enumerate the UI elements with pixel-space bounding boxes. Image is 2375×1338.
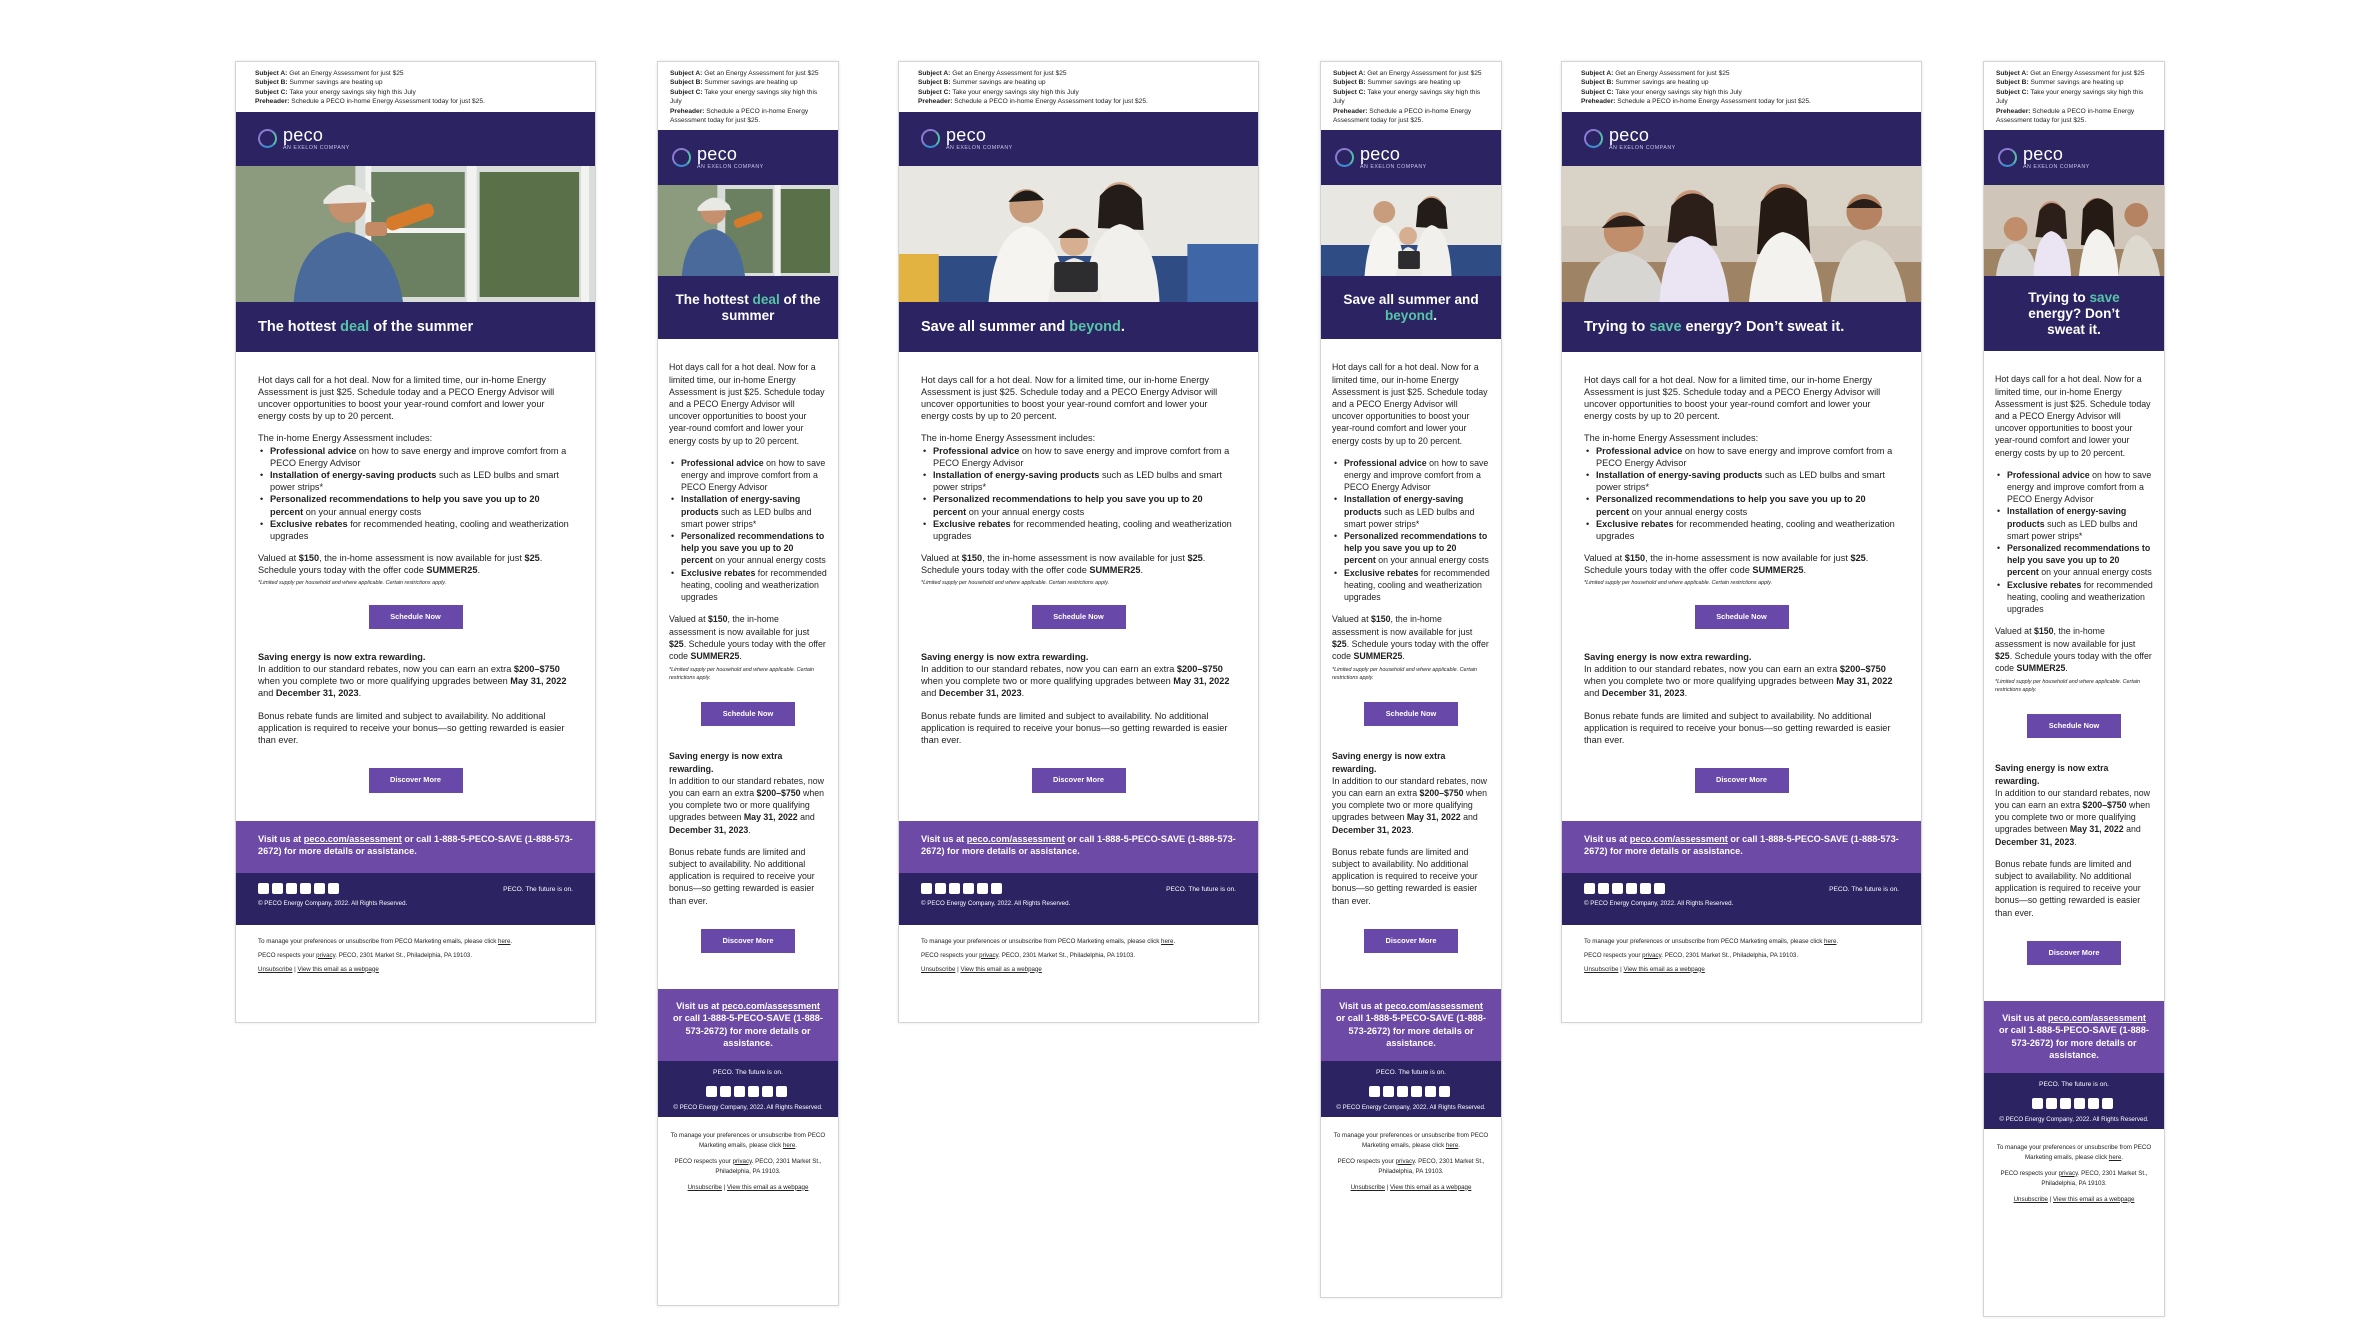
webpage-link[interactable]: View this email as a webpage [960, 965, 1042, 973]
email-body: Hot days call for a hot deal. Now for a limited time, our in-home Energy Assessment is just $25. Schedule today and a PECO Energy Advisor will uncover opportunities to boost your year-round comfort and lower your energy costs by up to 20 percent. • Professional advice on how to save energy and improve comfort from a PECO Energy Advisor • Installation of energy-saving products such as LED bulbs and smart power strips* • Personalized recommendations to help you save you up to 20 percent on your annual energy costs • Exclusive rebates for recommended heating, cooling and weatherization upgrades Valued at $150, the in-home assessment is now available for just $25. Schedule yours today with the offer code SUMMER25. *Limited supply per household and where applicable. Certain restrictions apply. Schedule Now Saving energy is now extra rewarding. In addition to our standard rebates, now you can earn an extra $200–$750 when you complete two or more qualifying upgrades between May 31, 2022 and December 31, 2023. Bonus rebate funds are limited and subject to availability. No additional application is required to receive your bonus—so getting rewarded is easier than ever. Discover More [658, 339, 838, 953]
legal-footer: To manage your preferences or unsubscribe from PECO Marketing emails, please click here. PECO respects your privacy. PECO, 2301 Market St., Philadelphia, PA 19103. Unsubscribe | View this email as a webpage [921, 937, 1176, 973]
webpage-link[interactable]: View this email as a webpage [297, 965, 379, 973]
peco-logo: peco AN EXELON COMPANY [1998, 145, 2090, 170]
list-item: • Installation of energy-saving products such as LED bulbs and smart power strips* [1332, 493, 1490, 530]
assessment-link[interactable]: peco.com/assessment [966, 833, 1065, 844]
social-footer: PECO. The future is on. © PECO Energy Company, 2022. All Rights Reserved. [658, 1061, 838, 1117]
list-item: • Personalized recommendations to help you save you up to 20 percent on your annual energy costs [258, 493, 573, 517]
webpage-link[interactable]: View this email as a webpage [1390, 1183, 1472, 1191]
privacy-link[interactable]: privacy [2058, 1169, 2078, 1177]
logo-bar [899, 112, 1258, 166]
contact-banner: Visit us at peco.com/assessment or call 1-888-5-PECO-SAVE (1-888-573-2672) for more details or assistance. [658, 989, 838, 1061]
assessment-link[interactable]: peco.com/assessment [1629, 833, 1728, 844]
pinterest-icon[interactable] [314, 883, 325, 894]
headline-banner [1562, 302, 1921, 352]
email-body: Hot days call for a hot deal. Now for a limited time, our in-home Energy Assessment is just $25. Schedule today and a PECO Energy Advisor will uncover opportunities to boost your year-round comfort and lower your energy costs by up to 20 percent. The in-home Energy Assessment includes: • Professional advice on how to save energy and improve comfort from a PECO Energy Advisor • Installation of energy-saving products such as LED bulbs and smart power strips* • Personalized recommendations to help you save you up to 20 percent on your annual energy costs • Exclusive rebates for recommended heating, cooling and weatherization upgrades Valued at $150, the in-home assessment is now available for just $25. Schedule yours today with the offer code SUMMER25. *Limited supply per household and where applicable. Certain restrictions apply. Schedule Now Saving energy is now extra rewarding. In addition to our standard rebates, now you can earn an extra $200–$750 when you complete two or more qualifying upgrades between May 31, 2022 and December 31, 2023. Bonus rebate funds are limited and subject to availability. No additional application is required to receive your bonus—so getting rewarded is easier than ever. Discover More [899, 352, 1258, 793]
contact-banner: Visit us at peco.com/assessment or call 1-888-5-PECO-SAVE (1-888-573-2672) for more details or assistance. [1562, 821, 1921, 873]
list-item: • Exclusive rebates for recommended heating, cooling and weatherization upgrades [1584, 518, 1899, 542]
linkedin-icon[interactable] [1397, 1086, 1408, 1097]
manage-preferences-link[interactable]: here [782, 1141, 796, 1149]
logo-bar [236, 112, 595, 166]
pinterest-icon[interactable] [1425, 1086, 1436, 1097]
list-item: • Personalized recommendations to help you save you up to 20 percent on your annual energy costs [1995, 542, 2153, 579]
bonus-paragraph: Bonus rebate funds are limited and subject to availability. No additional application is required to receive your bonus—so getting rewarded is easier than ever. [258, 710, 565, 746]
social-icons [1994, 1098, 2154, 1109]
peco-logo-icon [1584, 129, 1603, 148]
linkedin-icon[interactable] [734, 1086, 745, 1097]
peco-logo-icon [921, 129, 940, 148]
linkedin-icon[interactable] [2060, 1098, 2071, 1109]
headline-banner [899, 302, 1258, 352]
instagram-icon[interactable] [748, 1086, 759, 1097]
email-body: Hot days call for a hot deal. Now for a limited time, our in-home Energy Assessment is just $25. Schedule today and a PECO Energy Advisor will uncover opportunities to boost your year-round comfort and lower your energy costs by up to 20 percent. • Professional advice on how to save energy and improve comfort from a PECO Energy Advisor • Installation of energy-saving products such as LED bulbs and smart power strips* • Personalized recommendations to help you save you up to 20 percent on your annual energy costs • Exclusive rebates for recommended heating, cooling and weatherization upgrades Valued at $150, the in-home assessment is now available for just $25. Schedule yours today with the offer code SUMMER25. *Limited supply per household and where applicable. Certain restrictions apply. Schedule Now Saving energy is now extra rewarding. In addition to our standard rebates, now you can earn an extra $200–$750 when you complete two or more qualifying upgrades between May 31, 2022 and December 31, 2023. Bonus rebate funds are limited and subject to availability. No additional application is required to receive your bonus—so getting rewarded is easier than ever. Discover More [1984, 351, 2164, 965]
instagram-icon[interactable] [963, 883, 974, 894]
privacy-link[interactable]: privacy [1642, 951, 1662, 959]
webpage-link[interactable]: View this email as a webpage [2053, 1195, 2135, 1203]
facebook-icon[interactable] [921, 883, 932, 894]
facebook-icon[interactable] [1584, 883, 1595, 894]
manage-preferences-link[interactable]: here [498, 937, 511, 945]
peco-logo-icon [258, 129, 277, 148]
youtube-icon[interactable] [991, 883, 1002, 894]
instagram-icon[interactable] [2074, 1098, 2085, 1109]
facebook-icon[interactable] [706, 1086, 717, 1097]
list-item: • Personalized recommendations to help you save you up to 20 percent on your annual energy costs [669, 530, 827, 567]
list-item: • Personalized recommendations to help you save you up to 20 percent on your annual energy costs [1584, 493, 1899, 517]
includes-heading: The in-home Energy Assessment includes: [258, 433, 433, 444]
manage-preferences-link[interactable]: here [1161, 937, 1174, 945]
facebook-icon[interactable] [1369, 1086, 1380, 1097]
list-item: • Installation of energy-saving products such as LED bulbs and smart power strips* [921, 469, 1236, 493]
email-desktop-dont-sweat-it [1561, 61, 1922, 1023]
schedule-now-button[interactable]: Schedule Now [2027, 714, 2121, 738]
email-desktop-hottest-deal [235, 61, 596, 1023]
email-mobile-dont-sweat-it [1983, 61, 2165, 1317]
assessment-link[interactable]: peco.com/assessment [1384, 1000, 1483, 1011]
list-item: • Installation of energy-saving products such as LED bulbs and smart power strips* [1584, 469, 1899, 493]
facebook-icon[interactable] [258, 883, 269, 894]
unsubscribe-link[interactable]: Unsubscribe [258, 965, 293, 973]
schedule-now-button[interactable]: Schedule Now [369, 605, 463, 629]
social-footer: © PECO Energy Company, 2022. All Rights Reserved. PECO. The future is on. [1562, 873, 1921, 925]
social-footer: PECO. The future is on. © PECO Energy Company, 2022. All Rights Reserved. [1984, 1073, 2164, 1129]
legal-footer: To manage your preferences or unsubscribe from PECO Marketing emails, please click here. PECO respects your privacy. PECO, 2301 Market St., Philadelphia, PA 19103. Unsubscribe | View this email as a webpage [1996, 1143, 2152, 1203]
headline: Trying to save energy? Don’t sweat it. [2028, 289, 2120, 337]
email-mobile-save-all-summer [1320, 61, 1502, 1298]
headline-banner [236, 302, 595, 352]
contact-banner: Visit us at peco.com/assessment or call 1-888-5-PECO-SAVE (1-888-573-2672) for more details or assistance. [236, 821, 595, 873]
benefits-list [1332, 457, 1490, 603]
discover-more-button[interactable]: Discover More [701, 929, 795, 953]
tagline: PECO. The future is on. [503, 885, 573, 893]
subject-lines: Subject A: Get an Energy Assessment for just $25 Subject B: Summer savings are heating up Subject C: Take your energy savings sky high this July Preheader: Schedule a PECO in-home Energy Assessment today for just $25. [1333, 70, 1482, 125]
headline: Save all summer and beyond. [1343, 291, 1479, 323]
list-item: • Professional advice on how to save energy and improve comfort from a PECO Energy Advisor [1584, 445, 1899, 469]
webpage-link[interactable]: View this email as a webpage [1623, 965, 1705, 973]
headline-banner [1984, 276, 2164, 351]
discover-more-button[interactable]: Discover More [2027, 941, 2121, 965]
list-item: • Installation of energy-saving products such as LED bulbs and smart power strips* [669, 493, 827, 530]
list-item: • Exclusive rebates for recommended heating, cooling and weatherization upgrades [258, 518, 573, 542]
valued-paragraph: Valued at $150, the in-home assessment is now available for just $25. Schedule yours today with the offer code SUMMER25. [258, 553, 543, 576]
social-footer [236, 873, 595, 925]
privacy-link[interactable]: privacy [1395, 1157, 1415, 1165]
intro-paragraph: Hot days call for a hot deal. Now for a limited time, our in-home Energy Assessment is just $25. Schedule today and a PECO Energy Advisor will uncover opportunities to boost your year-round comfort and lower your energy costs by up to 20 percent. [258, 374, 555, 422]
peco-logo: peco AN EXELON COMPANY [258, 126, 350, 151]
twitter-icon[interactable] [1598, 883, 1609, 894]
list-item: • Exclusive rebates for recommended heating, cooling and weatherization upgrades [669, 567, 827, 604]
facebook-icon[interactable] [2032, 1098, 2043, 1109]
contact-banner: Visit us at peco.com/assessment or call 1-888-5-PECO-SAVE (1-888-573-2672) for more details or assistance. [1984, 1001, 2164, 1073]
headline-banner [1321, 276, 1501, 339]
list-item: • Exclusive rebates for recommended heating, cooling and weatherization upgrades [1995, 579, 2153, 616]
subject-lines: Subject A: Get an Energy Assessment for just $25 Subject B: Summer savings are heating up Subject C: Take your energy savings sky high this July Preheader: Schedule a PECO in-home Energy Assessment today for just $25. [255, 70, 485, 106]
pinterest-icon[interactable] [977, 883, 988, 894]
headline: The hottest deal of the summer [258, 318, 474, 335]
logo-bar [1321, 130, 1501, 185]
peco-logo: peco AN EXELON COMPANY [921, 126, 1013, 151]
youtube-icon[interactable] [1439, 1086, 1450, 1097]
unsubscribe-link[interactable]: Unsubscribe [2013, 1195, 2048, 1203]
privacy-link[interactable]: privacy [316, 951, 336, 959]
peco-logo-icon [1335, 148, 1354, 167]
schedule-now-button[interactable]: Schedule Now [1695, 605, 1789, 629]
email-desktop-save-all-summer [898, 61, 1259, 1023]
social-footer: PECO. The future is on. © PECO Energy Company, 2022. All Rights Reserved. [1321, 1061, 1501, 1117]
benefits-list [1995, 469, 2153, 615]
headline: The hottest deal of the summer [675, 291, 821, 323]
legal-footer: To manage your preferences or unsubscribe from PECO Marketing emails, please click here. PECO respects your privacy. PECO, 2301 Market St., Philadelphia, PA 19103. Unsubscribe | View this email as a webpage [1584, 937, 1839, 973]
headline: Trying to save energy? Don’t sweat it. [1584, 318, 1845, 335]
manage-preferences-link[interactable]: here [1445, 1141, 1459, 1149]
instagram-icon[interactable] [1411, 1086, 1422, 1097]
logo-bar [1562, 112, 1921, 166]
linkedin-icon[interactable] [1612, 883, 1623, 894]
list-item: • Professional advice on how to save energy and improve comfort from a PECO Energy Advisor [1332, 457, 1490, 494]
hero-image-family-tablet [899, 166, 1258, 302]
list-item: • Professional advice on how to save energy and improve comfort from a PECO Energy Advisor [921, 445, 1236, 469]
discover-more-button[interactable]: Discover More [369, 768, 463, 792]
list-item: • Professional advice on how to save energy and improve comfort from a PECO Energy Advisor [669, 457, 827, 494]
peco-logo-icon [672, 148, 691, 167]
list-item: • Professional advice on how to save energy and improve comfort from a PECO Energy Advisor [1995, 469, 2153, 506]
manage-preferences-link[interactable]: here [1824, 937, 1837, 945]
peco-logo: peco AN EXELON COMPANY [672, 145, 764, 170]
rewarding-paragraph: In addition to our standard rebates, now you can earn an extra $200–$750 when you complete two or more qualifying upgrades between May 31, 2022 and December 31, 2023. [258, 664, 567, 699]
assessment-link[interactable]: peco.com/assessment [721, 1000, 820, 1011]
twitter-icon[interactable] [935, 883, 946, 894]
youtube-icon[interactable] [1654, 883, 1665, 894]
contact-banner: Visit us at peco.com/assessment or call 1-888-5-PECO-SAVE (1-888-573-2672) for more details or assistance. [1321, 989, 1501, 1061]
peco-logo: peco AN EXELON COMPANY [1335, 145, 1427, 170]
linkedin-icon[interactable] [949, 883, 960, 894]
list-item: • Exclusive rebates for recommended heating, cooling and weatherization upgrades [921, 518, 1236, 542]
contact-banner: Visit us at peco.com/assessment or call 1-888-5-PECO-SAVE (1-888-573-2672) for more details or assistance. [899, 821, 1258, 873]
social-footer: © PECO Energy Company, 2022. All Rights Reserved. PECO. The future is on. [899, 873, 1258, 925]
youtube-icon[interactable] [776, 1086, 787, 1097]
benefits-list [669, 457, 827, 603]
twitter-icon[interactable] [2046, 1098, 2057, 1109]
list-item: • Installation of energy-saving products such as LED bulbs and smart power strips* [258, 469, 573, 493]
fine-print: *Limited supply per household and where applicable. Certain restrictions apply. [258, 579, 447, 586]
instagram-icon[interactable] [300, 883, 311, 894]
twitter-icon[interactable] [720, 1086, 731, 1097]
benefits-list [258, 445, 573, 543]
list-item: • Exclusive rebates for recommended heating, cooling and weatherization upgrades [1332, 567, 1490, 604]
list-item: • Professional advice on how to save energy and improve comfort from a PECO Energy Advisor [258, 445, 573, 469]
email-body: Hot days call for a hot deal. Now for a limited time, our in-home Energy Assessment is just $25. Schedule today and a PECO Energy Advisor will uncover opportunities to boost your year-round comfort and lower your energy costs by up to 20 percent. The in-home Energy Assessment includes: • Professional advice on how to save energy and improve comfort from a PECO Energy Advisor • Installation of energy-saving products such as LED bulbs and smart power strips* • Personalized recommendations to help you save you up to 20 percent on your annual energy costs • Exclusive rebates for recommended heating, cooling and weatherization upgrades Valued at $150, the in-home assessment is now available for just $25. Schedule yours today with the offer code SUMMER25. *Limited supply per household and where applicable. Certain restrictions apply. Schedule Now Saving energy is now extra rewarding. In addition to our standard rebates, now you can earn an extra $200–$750 when you complete two or more qualifying upgrades between May 31, 2022 and December 31, 2023. Bonus rebate funds are limited and subject to availability. No additional application is required to receive your bonus—so getting rewarded is easier than ever. Discover More [1562, 352, 1921, 793]
social-icons [668, 1086, 828, 1097]
rewarding-heading: Saving energy is now extra rewarding. [258, 651, 426, 662]
instagram-icon[interactable] [1626, 883, 1637, 894]
subject-lines: Subject A: Get an Energy Assessment for just $25 Subject B: Summer savings are heating up Subject C: Take your energy savings sky high this July Preheader: Schedule a PECO in-home Energy Assessment today for just $25. [1581, 70, 1811, 106]
headline-banner [658, 276, 838, 339]
unsubscribe-link[interactable]: Unsubscribe [921, 965, 956, 973]
copyright: © PECO Energy Company, 2022. All Rights Reserved. [258, 899, 408, 907]
hero-image-advisor-caulking [236, 166, 595, 302]
pinterest-icon[interactable] [1640, 883, 1651, 894]
logo-bar [658, 130, 838, 185]
logo-bar [1984, 130, 2164, 185]
assessment-link[interactable]: peco.com/assessment [2047, 1012, 2146, 1023]
youtube-icon[interactable] [2102, 1098, 2113, 1109]
benefits-list [921, 445, 1236, 543]
linkedin-icon[interactable] [286, 883, 297, 894]
legal-footer: To manage your preferences or unsubscribe from PECO Marketing emails, please click here. PECO respects your privacy. PECO, 2301 Market St., Philadelphia, PA 19103. Unsubscribe | View this email as a webpage [258, 937, 513, 973]
webpage-link[interactable]: View this email as a webpage [727, 1183, 809, 1191]
twitter-icon[interactable] [1383, 1086, 1394, 1097]
schedule-now-button[interactable]: Schedule Now [701, 702, 795, 726]
discover-more-button[interactable]: Discover More [1695, 768, 1789, 792]
hero-image-family-tablet [1321, 185, 1501, 276]
youtube-icon[interactable] [328, 883, 339, 894]
email-mobile-hottest-deal [657, 61, 839, 1306]
unsubscribe-link[interactable]: Unsubscribe [687, 1183, 722, 1191]
social-icons [1331, 1086, 1491, 1097]
headline: Save all summer and beyond. [921, 318, 1125, 335]
email-body [236, 352, 595, 793]
privacy-link[interactable]: privacy [732, 1157, 752, 1165]
twitter-icon[interactable] [272, 883, 283, 894]
subject-lines: Subject A: Get an Energy Assessment for just $25 Subject B: Summer savings are heating up Subject C: Take your energy savings sky high this July Preheader: Schedule a PECO in-home Energy Assessment today for just $25. [670, 70, 819, 125]
manage-preferences-link[interactable]: here [2108, 1153, 2122, 1161]
peco-logo: peco AN EXELON COMPANY [1584, 126, 1676, 151]
legal-footer: To manage your preferences or unsubscribe from PECO Marketing emails, please click here. PECO respects your privacy. PECO, 2301 Market St., Philadelphia, PA 19103. Unsubscribe | View this email as a webpage [670, 1131, 826, 1191]
discover-more-button[interactable]: Discover More [1364, 929, 1458, 953]
schedule-now-button[interactable]: Schedule Now [1032, 605, 1126, 629]
list-item: • Installation of energy-saving products such as LED bulbs and smart power strips* [1995, 505, 2153, 542]
assessment-link[interactable]: peco.com/assessment [303, 833, 402, 844]
unsubscribe-link[interactable]: Unsubscribe [1350, 1183, 1385, 1191]
peco-logo-icon [1998, 148, 2017, 167]
hero-image-advisor-caulking [658, 185, 838, 276]
pinterest-icon[interactable] [2088, 1098, 2099, 1109]
pinterest-icon[interactable] [762, 1086, 773, 1097]
unsubscribe-link[interactable]: Unsubscribe [1584, 965, 1619, 973]
subject-lines: Subject A: Get an Energy Assessment for just $25 Subject B: Summer savings are heating up Subject C: Take your energy savings sky high this July Preheader: Schedule a PECO in-home Energy Assessment today for just $25. [1996, 70, 2145, 125]
privacy-link[interactable]: privacy [979, 951, 999, 959]
list-item: • Personalized recommendations to help you save you up to 20 percent on your annual energy costs [921, 493, 1236, 517]
benefits-list [1584, 445, 1899, 543]
hero-image-family-couch [1984, 185, 2164, 276]
discover-more-button[interactable]: Discover More [1032, 768, 1126, 792]
legal-footer: To manage your preferences or unsubscribe from PECO Marketing emails, please click here. PECO respects your privacy. PECO, 2301 Market St., Philadelphia, PA 19103. Unsubscribe | View this email as a webpage [1333, 1131, 1489, 1191]
hero-image-family-couch [1562, 166, 1921, 302]
subject-lines: Subject A: Get an Energy Assessment for just $25 Subject B: Summer savings are heating up Subject C: Take your energy savings sky high this July Preheader: Schedule a PECO in-home Energy Assessment today for just $25. [918, 70, 1148, 106]
list-item: • Personalized recommendations to help you save you up to 20 percent on your annual energy costs [1332, 530, 1490, 567]
schedule-now-button[interactable]: Schedule Now [1364, 702, 1458, 726]
email-body: Hot days call for a hot deal. Now for a limited time, our in-home Energy Assessment is just $25. Schedule today and a PECO Energy Advisor will uncover opportunities to boost your year-round comfort and lower your energy costs by up to 20 percent. • Professional advice on how to save energy and improve comfort from a PECO Energy Advisor • Installation of energy-saving products such as LED bulbs and smart power strips* • Personalized recommendations to help you save you up to 20 percent on your annual energy costs • Exclusive rebates for recommended heating, cooling and weatherization upgrades Valued at $150, the in-home assessment is now available for just $25. Schedule yours today with the offer code SUMMER25. *Limited supply per household and where applicable. Certain restrictions apply. Schedule Now Saving energy is now extra rewarding. In addition to our standard rebates, now you can earn an extra $200–$750 when you complete two or more qualifying upgrades between May 31, 2022 and December 31, 2023. Bonus rebate funds are limited and subject to availability. No additional application is required to receive your bonus—so getting rewarded is easier than ever. Discover More [1321, 339, 1501, 953]
